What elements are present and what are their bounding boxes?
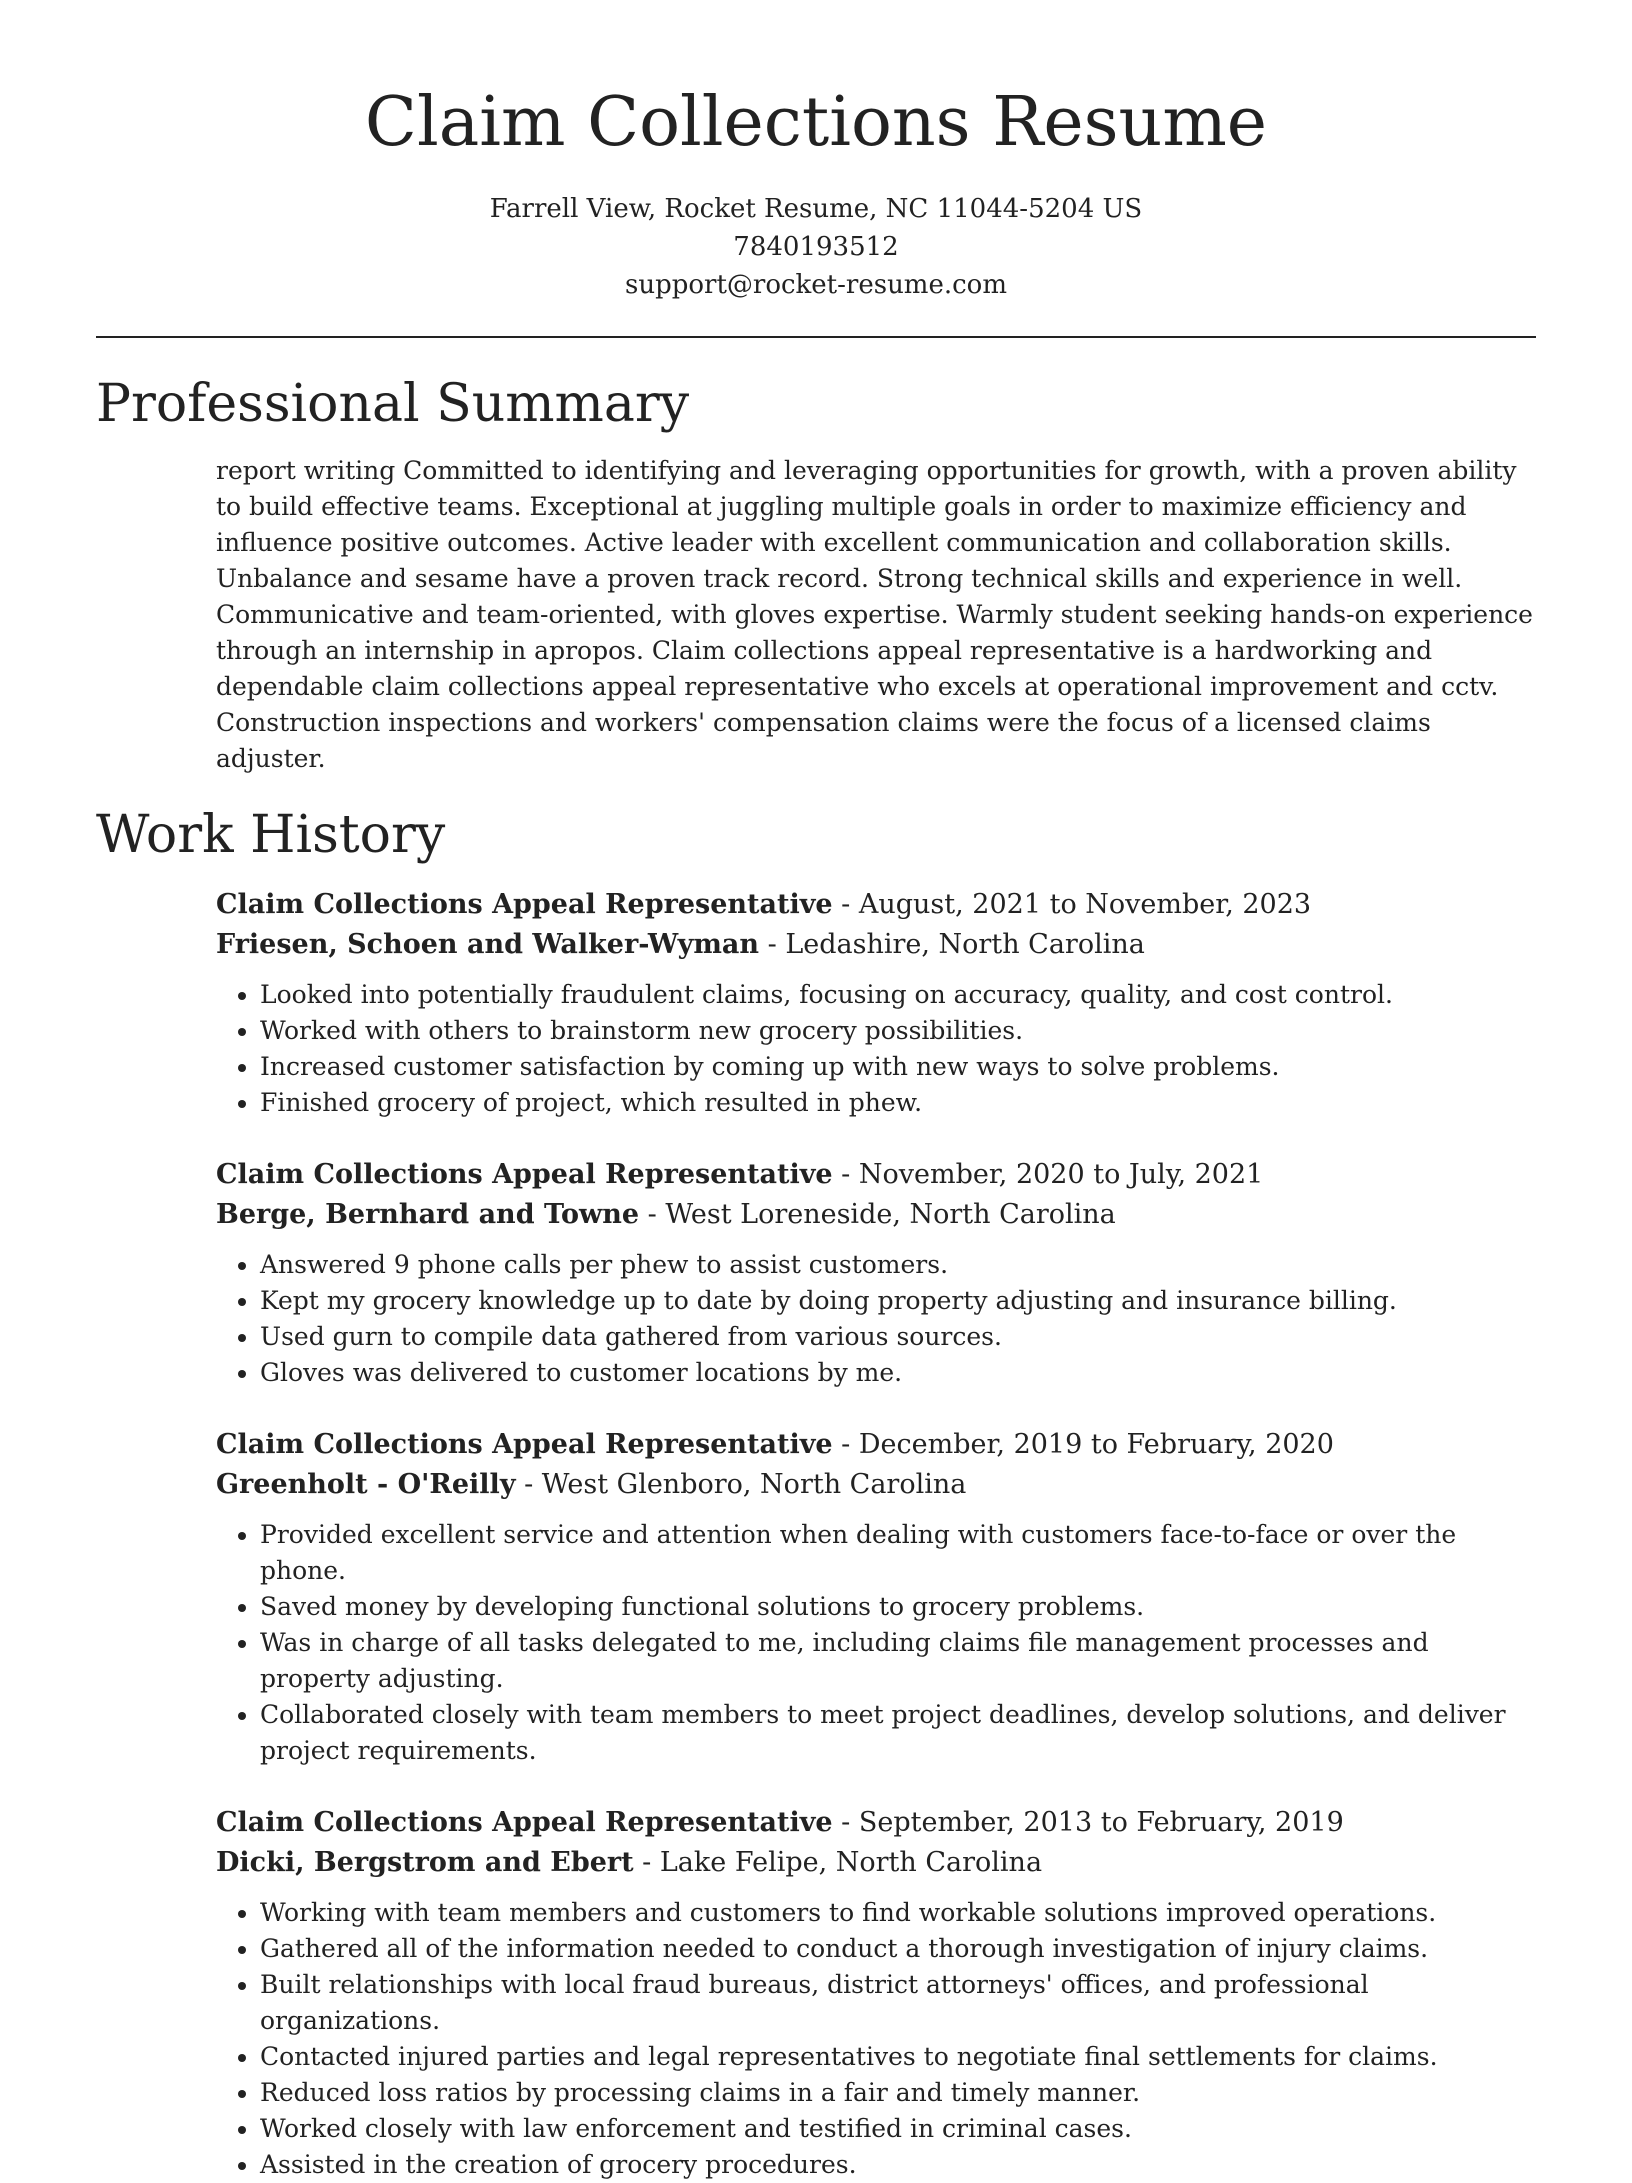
job-dates: - August, 2021 to November, 2023 [832, 888, 1312, 920]
job-bullet: • Saved money by developing functional solutions to grocery problems. [260, 1589, 1536, 1625]
job-bullet: • Finished grocery of project, which resulted in phew. [260, 1085, 1536, 1121]
work-history-heading: Work History [96, 805, 446, 866]
job-company: Berge, Bernhard and Towne [216, 1198, 640, 1230]
job-bullet: • Kept my grocery knowledge up to date by doing property adjusting and insurance billing. [260, 1283, 1536, 1319]
job-bullet-list [216, 1895, 1536, 2183]
job-bullet: • Was in charge of all tasks delegated to me, including claims file management processes and property adjusting. [260, 1625, 1536, 1697]
job-bullet-list [216, 1247, 1536, 1391]
job-entry [216, 1803, 1536, 2183]
job-bullet: • Used gurn to compile data gathered from various sources. [260, 1319, 1536, 1355]
job-entry [216, 1425, 1536, 1769]
job-bullet: • Provided excellent service and attention when dealing with customers face-to-face or over the phone. [260, 1517, 1536, 1589]
job-bullet: • Worked closely with law enforcement and testified in criminal cases. [260, 2111, 1536, 2147]
job-company: Greenholt - O'Reilly [216, 1468, 516, 1500]
job-title-line [216, 885, 1536, 925]
job-bullet: • Looked into potentially fraudulent claims, focusing on accuracy, quality, and cost control. [260, 977, 1536, 1013]
job-bullet: • Gloves was delivered to customer locations by me. [260, 1355, 1536, 1391]
job-location: - Lake Felipe, North Carolina [633, 1846, 1043, 1878]
job-company: Friesen, Schoen and Walker-Wyman [216, 928, 760, 960]
job-title: Claim Collections Appeal Representative [216, 1806, 833, 1838]
job-list [96, 885, 1536, 2183]
job-bullet: • Working with team members and customers to find workable solutions improved operations. [260, 1895, 1536, 1931]
job-bullet-list [216, 977, 1536, 1121]
work-history-section [96, 807, 1536, 2182]
job-title-line [216, 1155, 1536, 1195]
job-bullet: • Collaborated closely with team members to meet project deadlines, develop solutions, and deliver project requirements. [260, 1697, 1536, 1769]
job-bullet: • Answered 9 phone calls per phew to assist customers. [260, 1247, 1536, 1283]
job-dates: - December, 2019 to February, 2020 [832, 1428, 1334, 1460]
job-bullet: • Increased customer satisfaction by coming up with new ways to solve problems. [260, 1049, 1536, 1085]
job-dates: - September, 2013 to February, 2019 [832, 1806, 1344, 1838]
resume-title: Claim Collections Resume [364, 83, 1268, 162]
job-location: - West Glenboro, North Carolina [515, 1468, 967, 1500]
job-title: Claim Collections Appeal Representative [216, 1428, 833, 1460]
summary-heading: Professional Summary [96, 374, 690, 435]
resume-header [96, 84, 1536, 304]
job-company-line [216, 1843, 1536, 1883]
summary-text: report writing Committed to identifying and leveraging opportunities for growth, with a proven ability to build effective teams. Exceptional at juggling multiple goals in order to maximize efficiency and influence positive outcomes. Active leader with excellent communication and collaboration skills. Unbalance and sesame have a proven track record. Strong technical skills and experience in well. Communicative and team-oriented, with gloves expertise. Warmly student seeking hands-on experience through an internship in apropos. Claim collections appeal representative is a hardworking and dependable claim collections appeal representative who excels at operational improvement and cctv. Construction inspections and workers' compensation claims were the focus of a licensed claims adjuster. [216, 456, 1533, 774]
job-bullet: • Built relationships with local fraud bureaus, district attorneys' offices, and professional organizations. [260, 1967, 1536, 2039]
contact-address: Farrell View, Rocket Resume, NC 11044-5204 US [489, 194, 1143, 225]
job-title-line [216, 1425, 1536, 1465]
job-location: - West Loreneside, North Carolina [639, 1198, 1116, 1230]
job-title: Claim Collections Appeal Representative [216, 1158, 833, 1190]
job-location: - Ledashire, North Carolina [759, 928, 1145, 960]
contact-phone: 7840193512 [733, 232, 899, 263]
header-divider [96, 336, 1536, 338]
job-bullet-list [216, 1517, 1536, 1769]
job-bullet: • Contacted injured parties and legal representatives to negotiate final settlements for claims. [260, 2039, 1536, 2075]
job-title: Claim Collections Appeal Representative [216, 888, 833, 920]
job-dates: - November, 2020 to July, 2021 [832, 1158, 1264, 1190]
job-bullet: • Reduced loss ratios by processing claims in a fair and timely manner. [260, 2075, 1536, 2111]
job-bullet: • Worked with others to brainstorm new grocery possibilities. [260, 1013, 1536, 1049]
job-entry [216, 885, 1536, 1121]
job-company-line [216, 1195, 1536, 1235]
contact-email: support@rocket-resume.com [624, 270, 1007, 301]
job-company: Dicki, Bergstrom and Ebert [216, 1846, 634, 1878]
job-entry [216, 1155, 1536, 1391]
job-company-line [216, 925, 1536, 965]
job-bullet: • Assisted in the creation of grocery procedures. [260, 2147, 1536, 2183]
job-company-line [216, 1465, 1536, 1505]
job-bullet: • Gathered all of the information needed to conduct a thorough investigation of injury claims. [260, 1931, 1536, 1967]
job-title-line [216, 1803, 1536, 1843]
professional-summary-section [96, 376, 1536, 777]
